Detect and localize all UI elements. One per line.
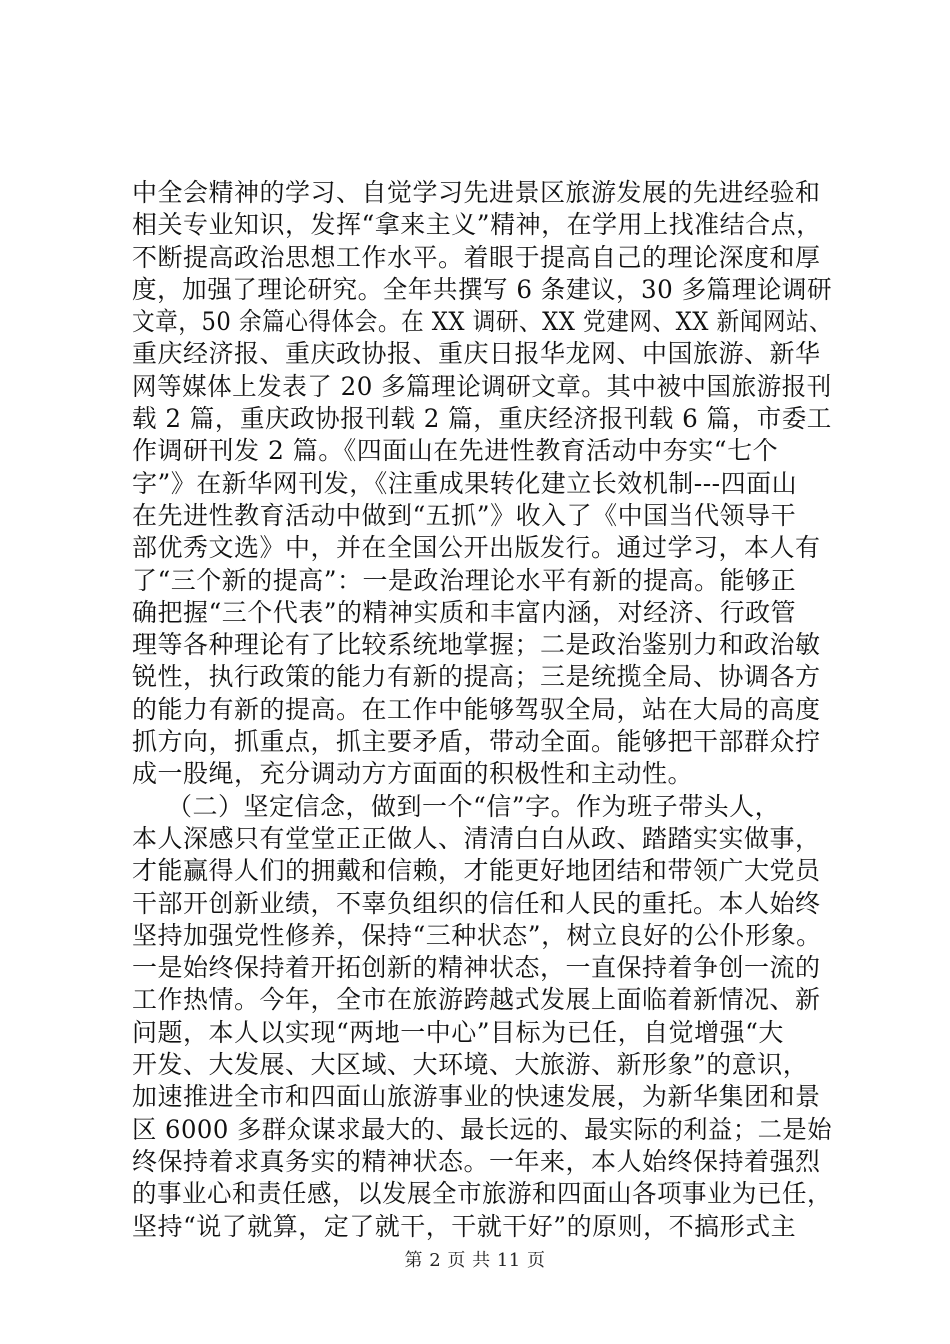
text-line: 字”》在新华网刊发，《注重成果转化建立长效机制---四面山 [132, 468, 798, 498]
text-line: （二）坚定信念，做到一个“信”字。作为班子带头人， [167, 791, 781, 821]
text-line: 成一股绳，充分调动方方面面的积极性和主动性。 [132, 759, 694, 789]
text-line: 工作热情。今年，全市在旅游跨越式发展上面临着新情况、新 [132, 985, 821, 1015]
text-line: 加速推进全市和四面山旅游事业的快速发展，为新华集团和景 [132, 1082, 821, 1112]
text-line: 的能力有新的提高。在工作中能够驾驭全局，站在大局的高度 [132, 694, 821, 724]
text-line: 终保持着求真务实的精神状态。一年来，本人始终保持着强烈 [132, 1146, 821, 1176]
text-line: 了“三个新的提高”：一是政治理论水平有新的提高。能够正 [132, 565, 797, 595]
text-line: 区 6000 多群众谋求最大的、最长远的、最实际的利益；二是始 [132, 1114, 833, 1144]
text-line: 度，加强了理论研究。全年共撰写 6 条建议，30 多篇理论调研 [132, 274, 833, 304]
text-line: 中全会精神的学习、自觉学习先进景区旅游发展的先进经验和 [132, 178, 821, 207]
text-line: 相关专业知识，发挥“拿来主义”精神，在学用上找准结合点， [132, 210, 822, 240]
text-line: 文章，50 余篇心得体会。在 XX 调研、XX 党建网、XX 新闻网站、 [132, 307, 833, 337]
text-line: 确把握“三个代表”的精神实质和丰富内涵，对经济、行政管 [132, 597, 797, 627]
text-line: 才能赢得人们的拥戴和信赖，才能更好地团结和带领广大党员 [132, 856, 821, 886]
text-line: 载 2 篇，重庆政协报刊载 2 篇，重庆经济报刊载 6 篇，市委工 [132, 404, 832, 434]
text-line: 的事业心和责任感，以发展全市旅游和四面山各项事业为已任， [132, 1179, 833, 1209]
text-line: 抓方向，抓重点，抓主要矛盾，带动全面。能够把干部群众拧 [132, 727, 821, 757]
text-line: 问题，本人以实现“两地一中心”目标为已任，自觉增强“大 [132, 1017, 784, 1047]
text-line: 开发、大发展、大区域、大环境、大旅游、新形象”的意识， [132, 1050, 809, 1080]
text-line: 重庆经济报、重庆政协报、重庆日报华龙网、中国旅游、新华 [132, 339, 821, 369]
text-line: 作调研刊发 2 篇。《四面山在先进性教育活动中夯实“七个 [132, 436, 779, 466]
text-line: 理等各种理论有了比较系统地掌握；二是政治鉴别力和政治敏 [132, 630, 821, 660]
body-text [132, 177, 832, 1243]
page-footer: 第 2 页 共 11 页 [404, 1250, 546, 1271]
text-line: 在先进性教育活动中做到“五抓”》收入了《中国当代领导干 [132, 500, 797, 530]
text-line: 坚持加强党性修养，保持“三种状态”，树立良好的公仆形象。 [132, 920, 822, 950]
text-line: 一是始终保持着开拓创新的精神状态，一直保持着争创一流的 [132, 953, 821, 983]
text-line: 坚持“说了就算，定了就干，干就干好”的原则，不搞形式主 [132, 1211, 797, 1241]
text-line: 锐性，执行政策的能力有新的提高；三是统揽全局、协调各方 [132, 662, 821, 692]
text-line: 部优秀文选》中，并在全国公开出版发行。通过学习，本人有 [132, 533, 821, 563]
text-line: 不断提高政治思想工作水平。着眼于提高自己的理论深度和厚 [132, 242, 821, 272]
text-line: 干部开创新业绩，不辜负组织的信任和人民的重托。本人始终 [132, 888, 821, 918]
text-line: 本人深感只有堂堂正正做人、清清白白从政、踏踏实实做事， [132, 823, 821, 853]
text-line: 网等媒体上发表了 20 多篇理论调研文章。其中被中国旅游报刊 [132, 371, 832, 401]
